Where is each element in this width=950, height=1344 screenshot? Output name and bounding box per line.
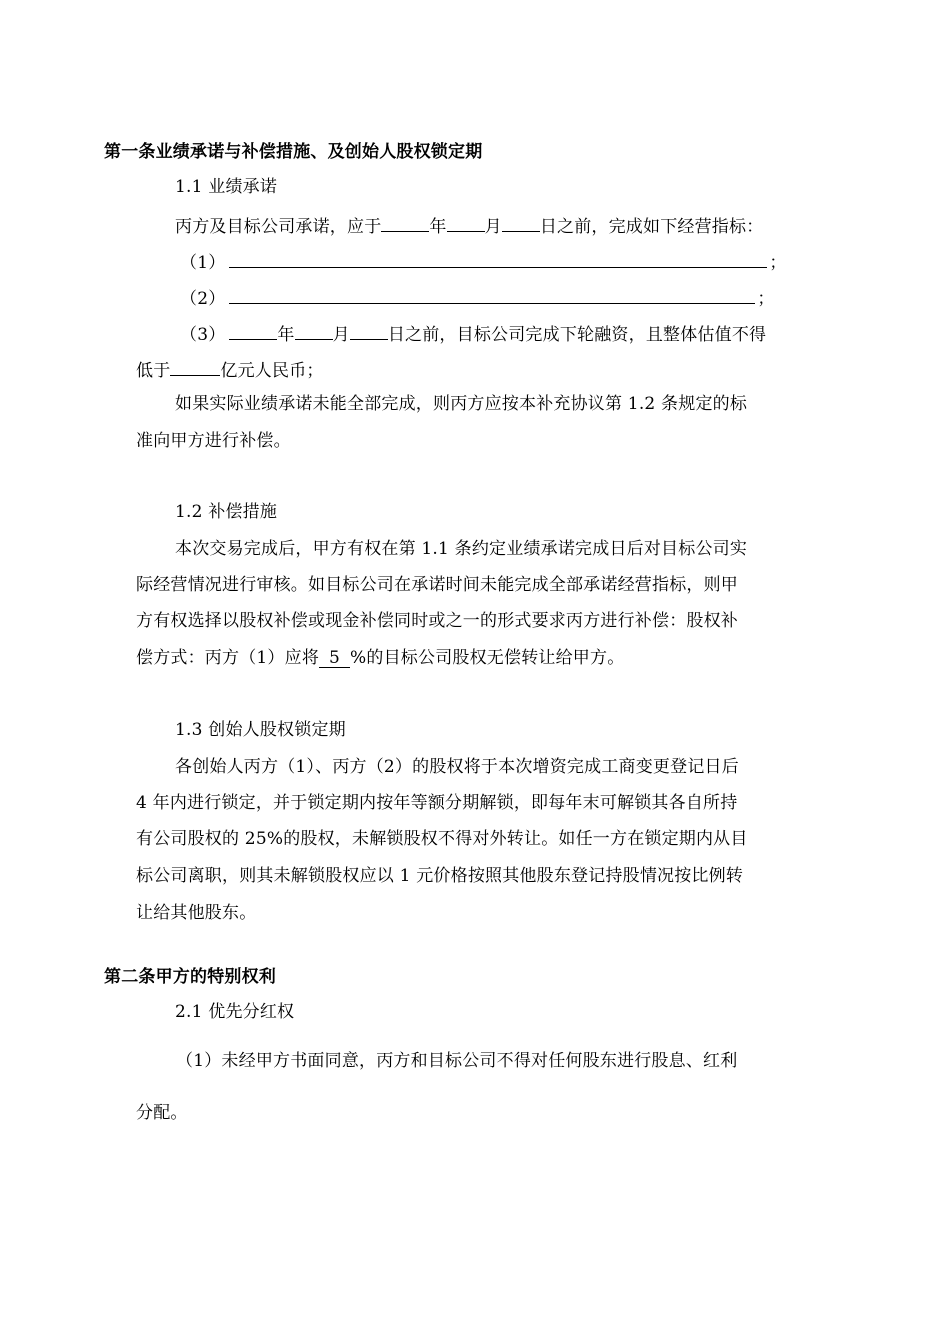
indicator-item-3-cont <box>136 357 324 382</box>
intro-text: 丙方及目标公司承诺，应于 <box>175 217 382 237</box>
intro-text-end: 日之前，完成如下经营指标： <box>539 217 764 237</box>
commitment-intro <box>175 213 763 238</box>
s13-line-2: 4 年内进行锁定，并于锁定期内按年等额分期解锁，即每年末可解锁其各自所持 <box>136 793 738 813</box>
month-blank[interactable] <box>447 213 485 232</box>
section-2-1-title: 2.1 优先分红权 <box>175 1002 295 1022</box>
year-blank-2[interactable] <box>229 321 277 340</box>
s12-line-1: 本次交易完成后，甲方有权在第 1.1 条约定业绩承诺完成日后对目标公司实 <box>175 539 748 559</box>
indicator-item-2 <box>180 285 775 310</box>
s12-line-2: 际经营情况进行审核。如目标公司在承诺时间未能完成全部承诺经营指标，则甲 <box>136 575 738 595</box>
compensation-clause-line-2: 准向甲方进行补偿。 <box>136 431 291 451</box>
section-1-1-title: 1.1 业绩承诺 <box>175 177 278 197</box>
item-label: （2） <box>180 289 226 309</box>
indicator-item-3 <box>180 321 766 346</box>
s13-line-5: 让给其他股东。 <box>136 903 257 923</box>
article-1-heading: 第一条业绩承诺与补偿措施、及创始人股权锁定期 <box>104 142 483 162</box>
item-3-text: 日之前，目标公司完成下轮融资，且整体估值不得 <box>387 325 767 345</box>
valuation-blank[interactable] <box>170 357 220 376</box>
month-label: 月 <box>484 217 502 237</box>
year-blank[interactable] <box>381 213 429 232</box>
s21-line-2: 分配。 <box>136 1103 188 1123</box>
article-2-heading: 第二条甲方的特别权利 <box>104 967 276 987</box>
day-blank[interactable] <box>502 213 540 232</box>
s13-line-4: 标公司离职，则其未解锁股权应以 1 元价格按照其他股东登记持股情况按比例转 <box>136 866 744 886</box>
equity-percent-value[interactable]: 5 <box>319 649 350 668</box>
day-blank-2[interactable] <box>350 321 388 340</box>
item-3-text-d: 亿元人民币； <box>220 361 324 381</box>
s12-line-4-b: %的目标公司股权无偿转让给甲方。 <box>350 648 625 668</box>
s13-line-1: 各创始人丙方（1）、丙方（2）的股权将于本次增资完成工商变更登记日后 <box>175 757 739 777</box>
s21-line-1: （1）未经甲方书面同意，丙方和目标公司不得对任何股东进行股息、红利 <box>176 1051 738 1071</box>
indicator-2-blank[interactable] <box>229 285 755 304</box>
indicator-1-blank[interactable] <box>229 249 767 268</box>
indicator-item-1 <box>180 249 787 274</box>
month-label: 月 <box>332 325 350 345</box>
item-end: ； <box>757 289 775 309</box>
month-blank-2[interactable] <box>295 321 333 340</box>
s12-line-4 <box>136 647 624 669</box>
s13-line-3: 有公司股权的 25%的股权，未解锁股权不得对外转让。如任一方在锁定期内从目 <box>136 829 748 849</box>
item-label: （1） <box>180 253 226 273</box>
section-1-2-title: 1.2 补偿措施 <box>175 502 278 522</box>
compensation-clause-line-1: 如果实际业绩承诺未能全部完成，则丙方应按本补充协议第 1.2 条规定的标 <box>175 394 748 414</box>
section-1-3-title: 1.3 创始人股权锁定期 <box>175 720 346 740</box>
s12-line-3: 方有权选择以股权补偿或现金补偿同时或之一的形式要求丙方进行补偿：股权补 <box>136 611 738 631</box>
item-label: （3） <box>180 325 226 345</box>
item-end: ； <box>769 253 787 273</box>
year-label: 年 <box>277 325 295 345</box>
item-3-text-c: 低于 <box>136 361 171 381</box>
s12-line-4-a: 偿方式：丙方（1）应将 <box>136 648 320 668</box>
year-label: 年 <box>429 217 447 237</box>
